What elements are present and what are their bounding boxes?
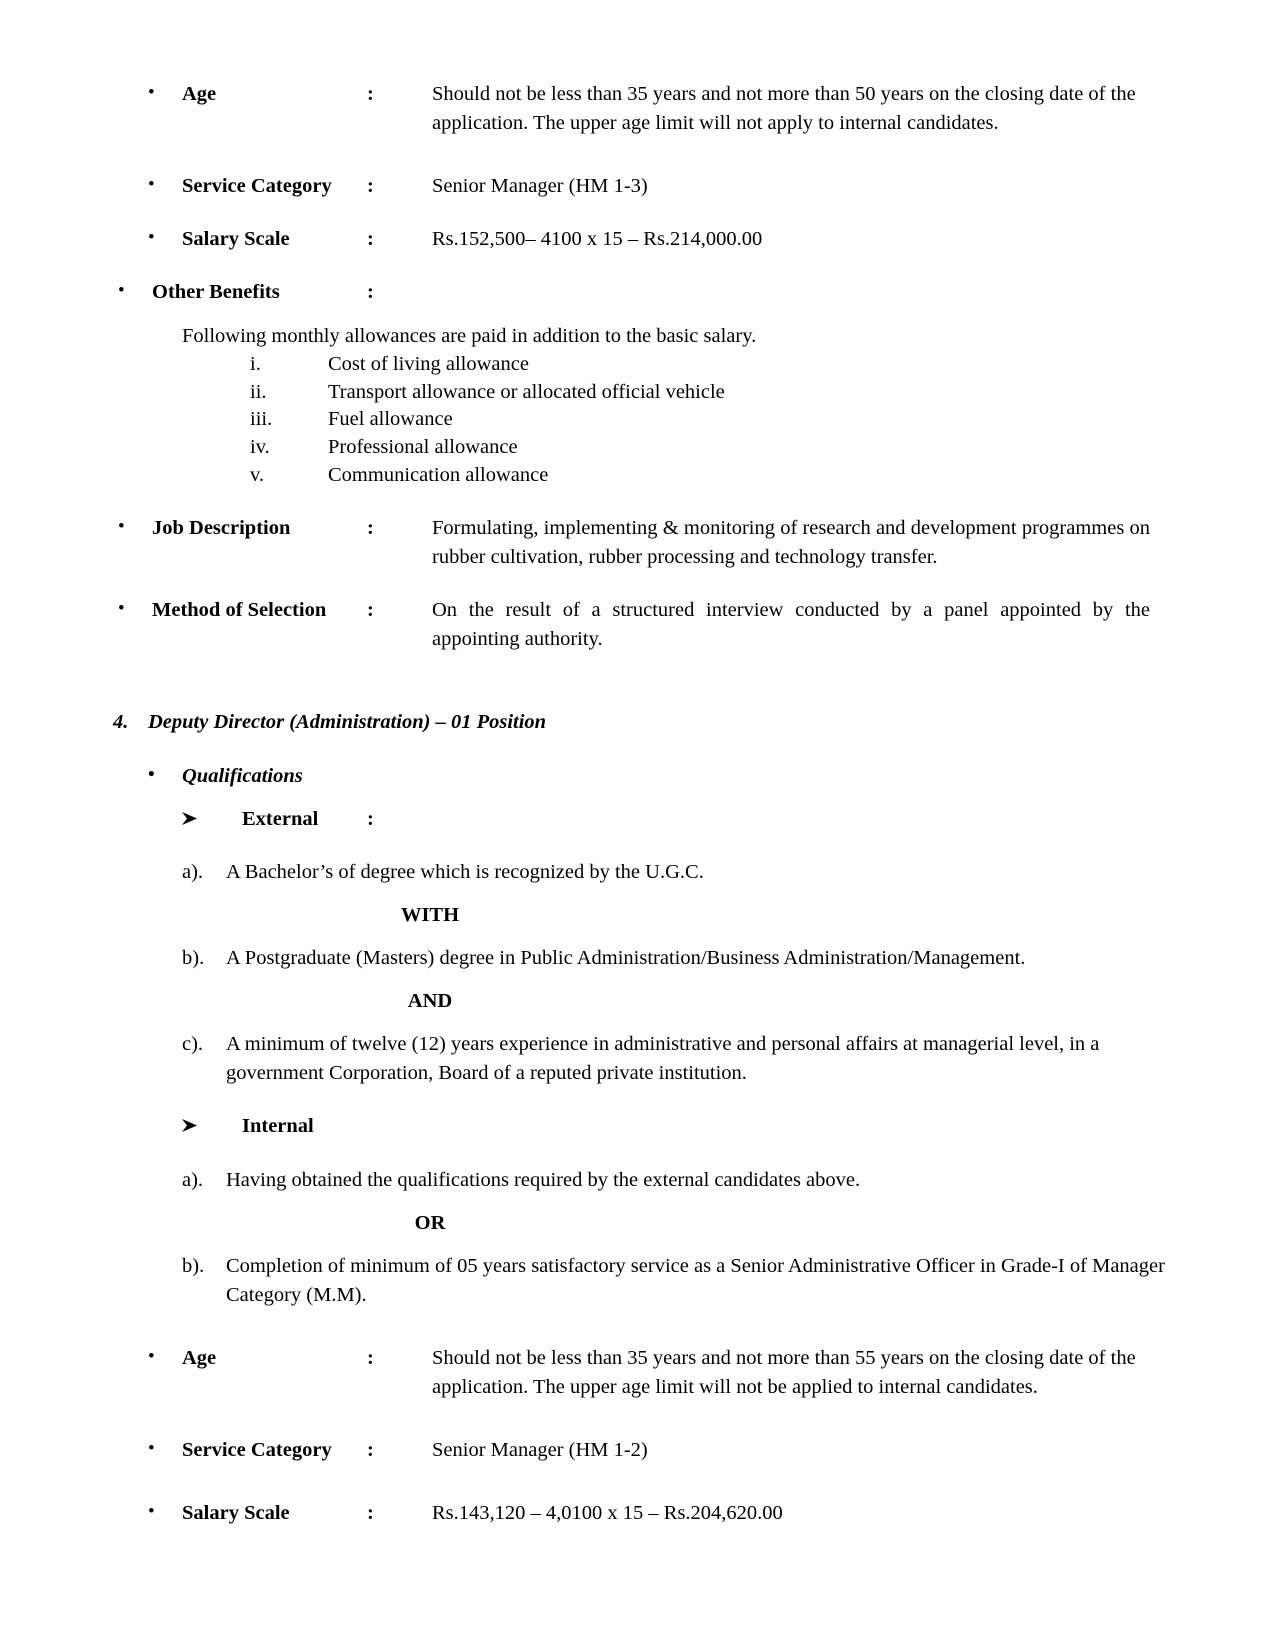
field-value-age: Should not be less than 35 years and not more than 50 years on the closing date of the application. The upper age limit will not apply to internal candidates.: [432, 83, 1136, 135]
field-label-job-description: Job Description: [152, 517, 291, 540]
list-item: [250, 351, 1275, 379]
field-label-salary-scale-4: Salary Scale: [182, 1502, 290, 1525]
bullet-icon: [118, 514, 152, 541]
list-item: [250, 462, 1275, 490]
other-benefits-list: [0, 351, 1275, 490]
list-item-label: Transport allowance or allocated official vehicle: [328, 380, 725, 403]
list-item-numeral: v.: [250, 464, 265, 487]
bullet-icon: [148, 225, 182, 252]
bullet-icon: [118, 596, 152, 623]
field-colon: :: [367, 1439, 374, 1462]
list-item-letter: c).: [182, 1033, 204, 1056]
qualification-item-internal-a: [0, 1166, 1275, 1195]
arrow-right-icon: [182, 805, 242, 834]
conjunction-or: OR: [414, 1211, 446, 1234]
list-item-numeral: ii.: [250, 380, 267, 403]
field-colon: :: [367, 281, 374, 304]
list-item-numeral: iii.: [250, 408, 273, 431]
field-row-other-benefits: [0, 278, 1275, 307]
field-value-salary-scale-4: Rs.143,120 – 4,0100 x 15 – Rs.204,620.00: [432, 1502, 783, 1525]
sub-heading-internal: [0, 1112, 1275, 1141]
field-row-salary-scale-4: [0, 1499, 1275, 1528]
field-label-service-category: Service Category: [182, 175, 332, 198]
field-value-service-category-4: Senior Manager (HM 1-2): [432, 1439, 648, 1462]
section-number: 4.: [113, 711, 129, 734]
field-row-service-category-4: [0, 1436, 1275, 1465]
list-item: [250, 379, 1275, 407]
sub-heading-external: [0, 805, 1275, 834]
field-row-age-4: [0, 1344, 1275, 1402]
field-colon: :: [367, 599, 374, 622]
field-label-salary-scale: Salary Scale: [182, 228, 290, 251]
list-item-label: Communication allowance: [328, 464, 549, 487]
field-row-method-of-selection: [0, 596, 1275, 654]
list-item-letter: a).: [182, 860, 204, 883]
section-heading-position-4: [0, 708, 1275, 737]
field-label-age-4: Age: [182, 1347, 217, 1369]
bullet-icon: [148, 762, 182, 791]
qualification-item-external-c: [0, 1030, 1275, 1088]
bullet-icon: [148, 80, 182, 107]
field-label-other-benefits: Other Benefits: [152, 281, 280, 304]
bullet-icon: [118, 278, 152, 305]
field-label-method-of-selection: Method of Selection: [152, 599, 327, 622]
list-item: [250, 434, 1275, 462]
field-label-age: Age: [182, 83, 217, 105]
field-row-qualifications: [0, 762, 1275, 791]
sub-heading-internal-label: Internal: [242, 1115, 314, 1138]
field-colon: :: [367, 83, 374, 105]
field-label-qualifications: Qualifications: [182, 764, 303, 787]
list-item-letter: a).: [182, 1168, 204, 1191]
field-row-service-category: [0, 172, 1275, 201]
other-benefits-intro: Following monthly allowances are paid in addition to the basic salary.: [182, 324, 757, 347]
field-label-service-category-4: Service Category: [182, 1439, 332, 1462]
field-colon: :: [367, 175, 374, 198]
arrow-right-icon: [182, 1112, 242, 1141]
field-colon: :: [367, 1502, 374, 1525]
field-colon: :: [367, 1347, 374, 1369]
section-title: Deputy Director (Administration) – 01 Position: [148, 711, 547, 734]
sub-heading-external-label: External: [242, 807, 319, 830]
field-value-job-description: Formulating, implementing & monitoring of research and development programmes on rubber cultivation, rubber processing and technology transfer.: [432, 517, 1150, 569]
conjunction-and: AND: [407, 990, 453, 1013]
list-item-label: A Postgraduate (Masters) degree in Public Administration/Business Administration/Management.: [226, 947, 1026, 970]
qualification-item-external-a: [0, 858, 1275, 887]
field-value-age-4: Should not be less than 35 years and not more than 55 years on the closing date of the application. The upper age limit will not be applied to internal candidates.: [432, 1347, 1136, 1399]
list-item-label: Cost of living allowance: [328, 352, 529, 375]
list-item-label: A Bachelor’s of degree which is recognized by the U.G.C.: [226, 860, 704, 883]
list-item-numeral: i.: [250, 352, 261, 375]
field-row-salary-scale: [0, 225, 1275, 254]
list-item-letter: b).: [182, 947, 205, 970]
list-item-label: Completion of minimum of 05 years satisfactory service as a Senior Administrative Officer in Grade-I of Manager Category (M.M).: [226, 1254, 1165, 1306]
field-value-service-category: Senior Manager (HM 1-3): [432, 175, 648, 198]
conjunction-with: WITH: [400, 903, 460, 926]
bullet-icon: [148, 172, 182, 199]
qualification-item-external-b: [0, 944, 1275, 973]
bullet-icon: [148, 1344, 182, 1371]
list-item-label: Having obtained the qualifications required by the external candidates above.: [226, 1168, 861, 1191]
field-value-method-of-selection: On the result of a structured interview conducted by a panel appointed by the appointing authority.: [432, 599, 1150, 651]
list-item-label: Fuel allowance: [328, 408, 453, 431]
list-item-numeral: iv.: [250, 436, 270, 459]
bullet-icon: [148, 1436, 182, 1463]
list-item-label: A minimum of twelve (12) years experience in administrative and personal affairs at managerial level, in a government Corporation, Board of a reputed private institution.: [226, 1033, 1100, 1085]
bullet-icon: [148, 1499, 182, 1526]
field-colon: :: [367, 517, 374, 540]
list-item-letter: b).: [182, 1254, 205, 1277]
field-row-age: [0, 80, 1275, 138]
field-row-job-description: [0, 514, 1275, 572]
qualification-item-internal-b: [0, 1252, 1275, 1310]
field-colon: :: [367, 807, 374, 830]
field-value-salary-scale: Rs.152,500– 4100 x 15 – Rs.214,000.00: [432, 228, 763, 251]
field-colon: :: [367, 228, 374, 251]
list-item-label: Professional allowance: [328, 436, 518, 459]
list-item: [250, 406, 1275, 434]
